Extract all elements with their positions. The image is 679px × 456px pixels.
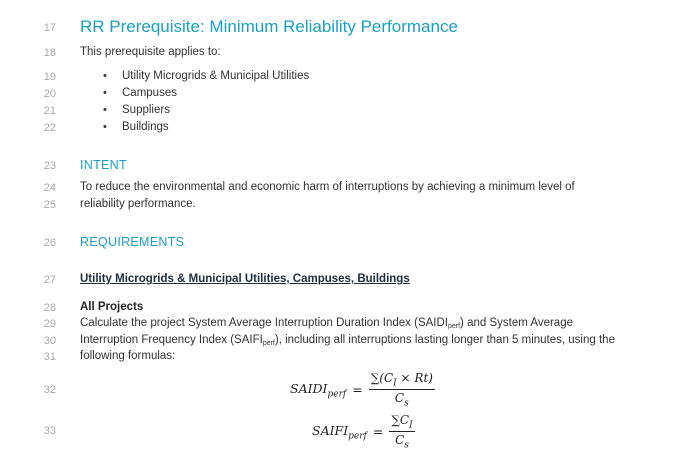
line-number: 26 (43, 237, 56, 249)
text-segment: Interruption Frequency Index (SAIFI (80, 334, 263, 346)
requirements-heading: REQUIREMENTS (80, 235, 185, 249)
requirements-text (80, 317, 573, 330)
line-number: 33 (43, 425, 56, 437)
formula-symbol: SAIFI (312, 422, 349, 438)
line-number: 29 (43, 318, 56, 330)
all-projects-heading: All Projects (80, 301, 144, 313)
bullet-icon: • (103, 121, 107, 133)
list-item: Campuses (122, 87, 177, 99)
text-segment: ) and System Average (460, 317, 573, 329)
page-title: RR Prerequisite: Minimum Reliability Performance (80, 17, 458, 36)
bullet-icon: • (103, 104, 107, 116)
requirements-text (80, 334, 615, 347)
formula-subscript: I (409, 420, 413, 431)
formula-symbol: C (395, 433, 405, 448)
saidi-formula (290, 371, 435, 409)
equals-sign: = (352, 382, 363, 398)
formula-subscript: I (393, 378, 397, 389)
requirements-text: following formulas: (80, 350, 176, 362)
bullet-icon: • (103, 87, 107, 99)
formula-numerator (369, 371, 435, 390)
bullet-icon: • (103, 70, 107, 82)
formula-symbol: ∑(C (370, 371, 394, 385)
line-number: 23 (43, 160, 56, 172)
saifi-formula (312, 413, 415, 451)
intent-text: reliability performance. (80, 198, 196, 210)
line-number: 17 (43, 22, 56, 34)
subscript: perf (262, 340, 275, 347)
formula-subscript: perf (348, 431, 367, 442)
formula-denominator (395, 390, 409, 408)
formula-fraction (389, 413, 414, 451)
line-number: 30 (43, 335, 56, 347)
intent-heading: INTENT (80, 158, 127, 172)
line-number: 32 (43, 384, 56, 396)
formula-subscript: s (404, 440, 409, 451)
line-number: 22 (43, 122, 56, 134)
line-number: 21 (43, 105, 56, 117)
list-item: Suppliers (122, 104, 170, 116)
formula-subscript: s (404, 398, 409, 409)
equals-sign: = (372, 424, 384, 440)
list-item: Buildings (122, 121, 169, 133)
line-number: 24 (43, 182, 56, 194)
list-item: Utility Microgrids & Municipal Utilities (122, 70, 310, 82)
line-number: 31 (43, 351, 56, 363)
formula-lhs (290, 381, 346, 400)
line-number: 28 (43, 302, 56, 314)
formula-symbol: SAIDI (290, 380, 328, 396)
formula-fraction (369, 371, 435, 409)
requirements-subheading: Utility Microgrids & Municipal Utilities, Campuses, Buildings (80, 273, 410, 285)
formula-symbol: × Rt) (396, 371, 433, 385)
line-number: 25 (43, 199, 56, 211)
formula-symbol: C (394, 391, 405, 406)
formula-symbol: ∑C (391, 413, 410, 427)
formula-numerator (389, 413, 414, 432)
text-segment: ), including all interruptions lasting longer than 5 minutes, using the (274, 334, 615, 346)
line-number: 19 (43, 71, 56, 83)
formula-denominator (395, 432, 409, 450)
applies-to-text: This prerequisite applies to: (80, 46, 221, 58)
line-number: 18 (43, 47, 56, 59)
formula-subscript: perf (327, 389, 347, 400)
text-segment: Calculate the project System Average Interruption Duration Index (SAIDI (80, 317, 448, 329)
line-number: 27 (43, 274, 56, 286)
subscript: perf (447, 323, 461, 330)
line-number: 20 (43, 88, 56, 100)
formula-lhs (312, 423, 367, 442)
intent-text: To reduce the environmental and economic harm of interruptions by achieving a minimum level of (80, 181, 575, 193)
